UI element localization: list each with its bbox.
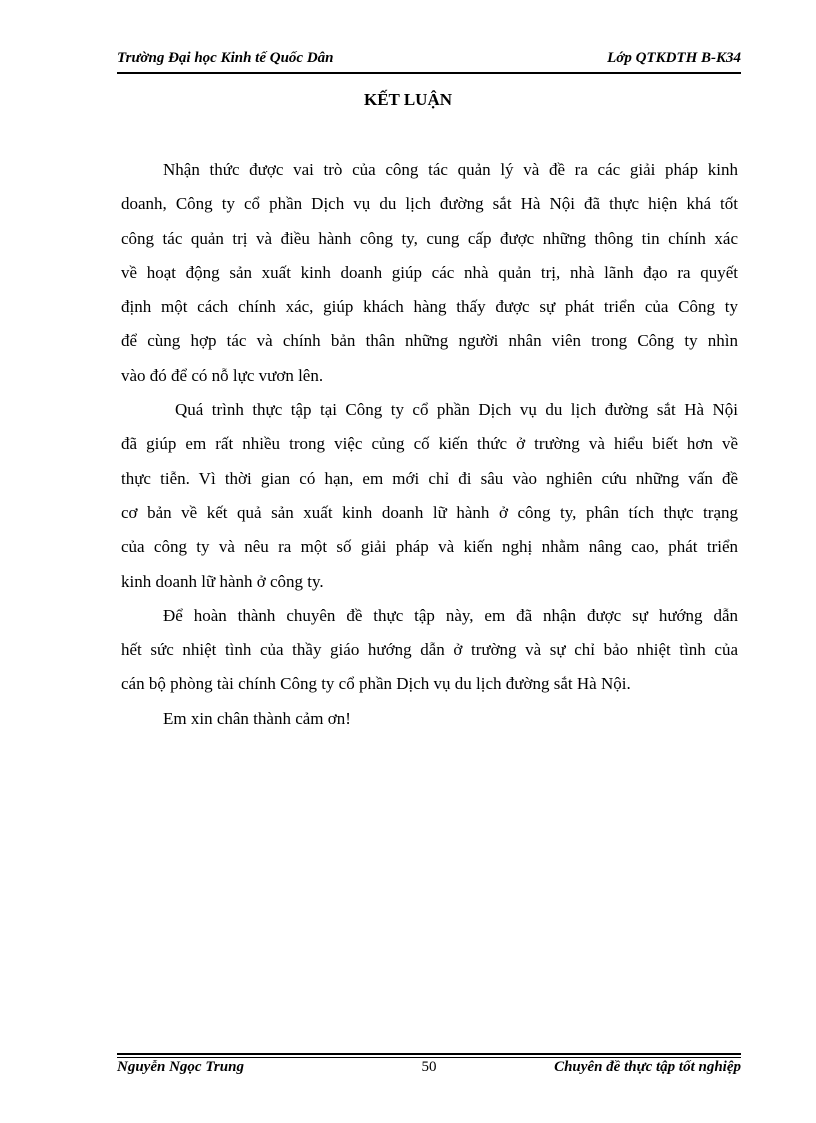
footer-rule-thin	[117, 1057, 741, 1058]
header-rule	[117, 72, 741, 74]
text-line: hết sức nhiệt tình của thầy giáo hướng dẫn ở trường và sự chỉ bảo nhiệt tình của	[121, 640, 738, 660]
text-line: để cùng hợp tác và chính bản thân những người nhân viên trong Công ty nhìn	[121, 331, 738, 351]
text-line: Để hoàn thành chuyên đề thực tập này, em đã nhận được sự hướng dẫn	[163, 605, 738, 625]
text-line: của công ty và nêu ra một số giải pháp và kiến nghị nhằm nâng cao, phát triển	[121, 537, 738, 557]
page-title: KẾT LUẬN	[363, 90, 452, 109]
text-line: Em xin chân thành cảm ơn!	[163, 708, 351, 728]
footer-rule	[117, 1053, 741, 1055]
text-line: doanh, Công ty cổ phần Dịch vụ du lịch đường sắt Hà Nội đã thực hiện khá tốt	[121, 194, 738, 214]
text-line: thực tiễn. Vì thời gian có hạn, em mới chỉ đi sâu vào nghiên cứu những vấn đề	[121, 468, 738, 488]
page-number: 50	[421, 1059, 437, 1075]
text-line: Nhận thức được vai trò của công tác quản lý và đề ra các giải pháp kinh	[163, 160, 738, 179]
paragraph-1	[121, 159, 738, 399]
text-line: định một cách chính xác, giúp khách hàng thấy được sự phát triển của Công ty	[121, 297, 738, 317]
header-school: Trường Đại học Kinh tế Quốc Dân	[117, 50, 334, 66]
footer-author: Nguyễn Ngọc Trung	[117, 1059, 244, 1075]
text-line: cán bộ phòng tài chính Công ty cổ phần Dịch vụ du lịch đường sắt Hà Nội.	[121, 674, 631, 694]
paragraph-3	[121, 605, 738, 708]
document-body	[121, 159, 738, 742]
paragraph-2	[121, 399, 738, 605]
text-line: về hoạt động sản xuất kinh doanh giúp các nhà quản trị, nhà lãnh đạo ra quyết	[121, 262, 738, 282]
text-line: công tác quản trị và điều hành công ty, cung cấp được những thông tin chính xác	[121, 228, 738, 248]
text-line: kinh doanh lữ hành ở công ty.	[121, 571, 324, 591]
text-line: vào đó để có nỗ lực vươn lên.	[121, 365, 324, 385]
text-line: đã giúp em rất nhiều trong việc củng cố kiến thức ở trường và hiểu biết hơn về	[121, 434, 738, 454]
page-header	[117, 50, 741, 72]
paragraph-4	[121, 708, 738, 742]
text-line: Quá trình thực tập tại Công ty cổ phần Dịch vụ du lịch đường sắt Hà Nội	[175, 400, 738, 420]
header-class: Lớp QTKDTH B-K34	[607, 50, 741, 66]
text-line: cơ bản về kết quả sản xuất kinh doanh lữ hành ở công ty, phân tích thực trạng	[121, 502, 738, 522]
footer-doc-type: Chuyên đề thực tập tốt nghiệp	[554, 1059, 741, 1075]
